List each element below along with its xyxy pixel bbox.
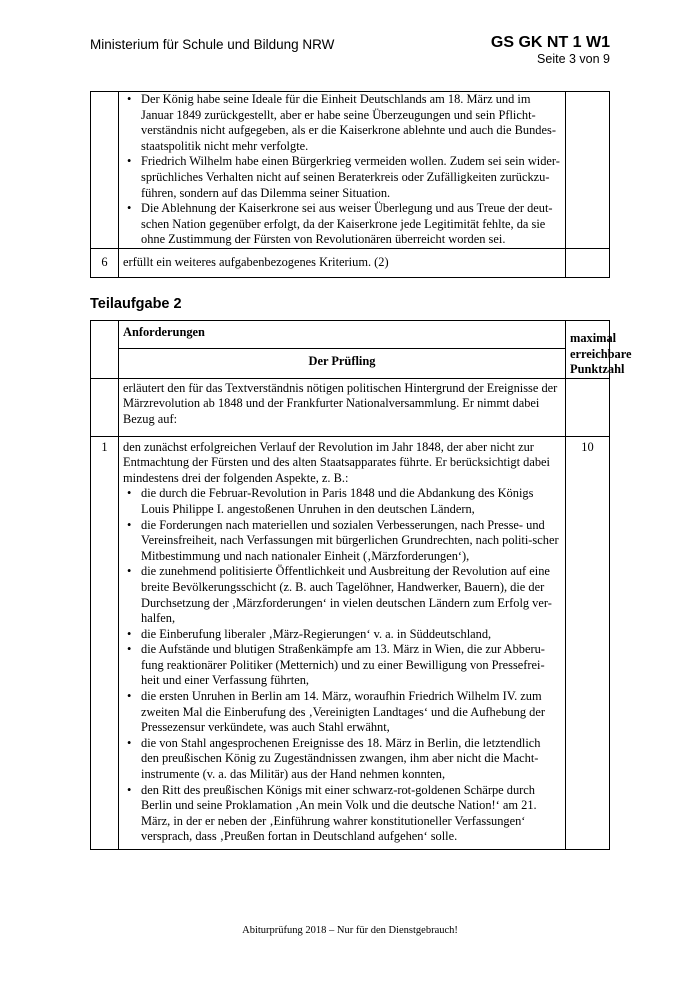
row-number: 1 (91, 436, 119, 849)
exam-code: GS GK NT 1 W1 (490, 34, 610, 51)
criterion-list (123, 92, 561, 248)
requirements-heading: Anforderungen (119, 321, 566, 349)
criterion-text: erfüllt ein weiteres aufgabenbezogenes Kriterium. (2) (119, 248, 566, 277)
list-item: • die ersten Unruhen in Berlin am 14. März, woraufhin Friedrich Wilhelm IV. zum zweiten Mal die Einberufung des ‚Vereinigten Landtages‘ und die Aufhebung der Pressezensur verkündete, was auch Stahl erwähnt, (141, 689, 561, 736)
list-item: • den Ritt des preußischen Königs mit einer schwarz-rot-goldenen Schärpe durch Berlin und seine Proklamation ‚An mein Volk und die deutsche Nation!‘ am 21. März, in der er neben der ‚Einführung wahrer konstitutioneller Verfassungen‘ versprach, dass ‚Preußen fortan in Deutschland aufgehen‘ solle. (141, 783, 561, 845)
table-row (91, 436, 610, 849)
row-points: 10 (566, 436, 610, 849)
row-number (91, 378, 119, 436)
criterion-text (119, 92, 566, 249)
table-row (91, 92, 610, 249)
list-item: • die zunehmend politisierte Öffentlichkeit und Ausbreitung der Revolution auf eine breite Bevölkerungsschicht (z. B. auch Tagelöhner, Handwerker, Bauern), die der Durchsetzung der ‚Märzforderungen‘ in vielen deutschen Ländern zum Erfolg ver-halfen, (141, 564, 561, 626)
list-item: • Der König habe seine Ideale für die Einheit Deutschlands am 18. März und im Januar 1849 zurückgestellt, aber er habe seine Überzeugungen und sein Pflicht-verständnis nicht aufgegeben, als er die Kaiserkrone ablehnte und auch die Bundes-staatspolitik nicht mehr verfolgte. (141, 92, 561, 154)
list-item: • die Einberufung liberaler ‚März-Regierungen‘ v. a. in Süddeutschland, (141, 627, 561, 643)
footer-note: Abiturprüfung 2018 – Nur für den Dienstgebrauch! (242, 925, 458, 936)
row-number (91, 92, 119, 249)
list-item: • die Aufstände und blutigen Straßenkämpfe am 13. März in Wien, die zur Abberu-fung reaktionärer Politiker (Metternich) und zu einer Bewilligung von Pressefrei-heit und einer Verfassung führten, (141, 642, 561, 689)
candidate-heading: Der Prüfling (119, 348, 566, 378)
page-number: Seite 3 von 9 (537, 52, 610, 66)
criterion-lead: den zunächst erfolgreichen Verlauf der Revolution im Jahr 1848, der aber nicht zur Entmachtung der Fürsten und des alten Staatsapparates führte. Er berücksichtigt dabei mindestens drei der folgenden Aspekte, z. B.: (123, 439, 550, 485)
list-item: • die durch die Februar-Revolution in Paris 1848 und die Abdankung des Königs Louis Philippe I. angestoßenen Unruhen in den deutschen Ländern, (141, 486, 561, 517)
table-header-row (91, 348, 610, 378)
row-points (566, 248, 610, 277)
intro-text: erläutert den für das Textverständnis nötigen politischen Hintergrund der Ereignisse der Märzrevolution ab 1848 und der Frankfurter Nationalversammlung. Er nimmt dabei Bezug auf: (119, 378, 566, 436)
list-item: • Die Ablehnung der Kaiserkrone sei aus weiser Überlegung und aus Treue der deut-schen Nation gegenüber erfolgt, da der Kaiserkrone jede Legitimität fehlte, da sie ohne Zustimmung der Fürsten von Revolutionären überreicht worden sei. (141, 201, 561, 248)
max-points-heading: maximal erreichbare Punktzahl (566, 321, 610, 379)
table-row (91, 248, 610, 277)
criteria-table-1 (90, 91, 610, 278)
row-number: 6 (91, 248, 119, 277)
criteria-table-2 (90, 320, 632, 850)
header-empty-cell (91, 321, 119, 379)
row-points (566, 378, 610, 436)
list-item: • die Forderungen nach materiellen und sozialen Verbesserungen, nach Presse- und Vereinsfreiheit, nach Verfassungen mit bürgerlichen Grundrechten, nach politi-scher Mitbestimmung und nach nationaler Einheit (‚Märzforderungen‘), (141, 518, 561, 565)
ministry-name: Ministerium für Schule und Bildung NRW (90, 37, 335, 52)
table-row (91, 378, 610, 436)
criterion-text (119, 436, 566, 849)
row-points (566, 92, 610, 249)
list-item: • die von Stahl angesprochenen Ereignisse des 18. März in Berlin, die letztendlich den preußischen König zu Zugeständnissen zwangen, ihm aber nicht die Macht-instrumente (v. a. das Militär) aus der Hand nehmen konnten, (141, 736, 561, 783)
table-header-row (91, 321, 610, 349)
criterion-list (123, 486, 561, 845)
section-title: Teilaufgabe 2 (90, 296, 182, 312)
document-header (491, 34, 610, 67)
list-item: • Friedrich Wilhelm habe einen Bürgerkrieg vermeiden wollen. Zudem sei sein wider-sprüchliches Verhalten nicht auf seinen Beraterkreis oder Zufälligkeiten zurückzu-führen, sondern auf das Dilemma seiner Situation. (141, 154, 561, 201)
